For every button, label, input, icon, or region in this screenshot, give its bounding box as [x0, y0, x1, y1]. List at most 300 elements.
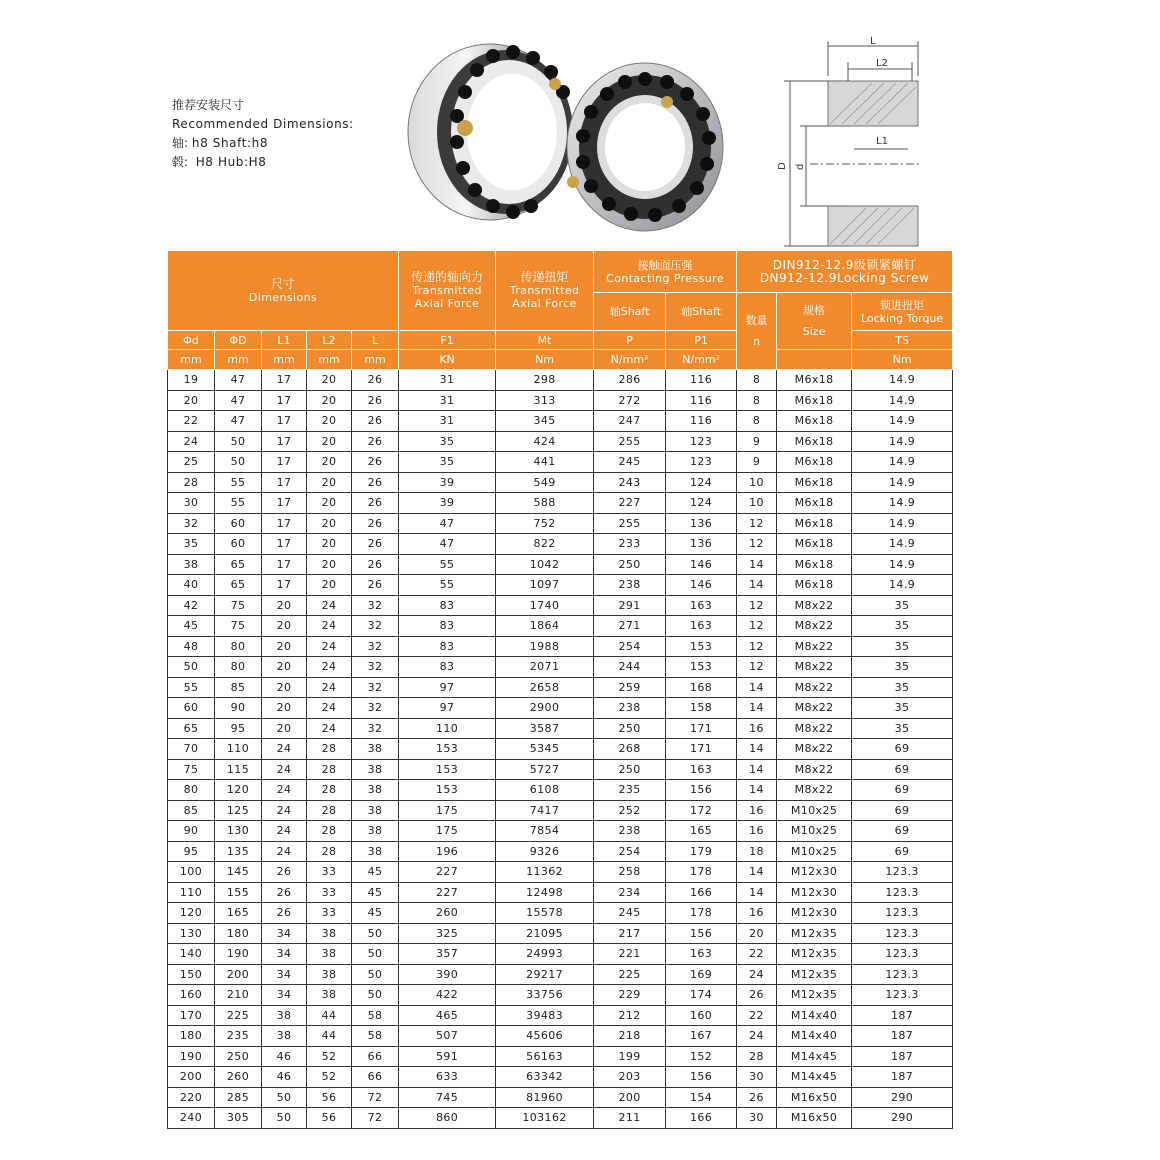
table-cell: 250 — [215, 1046, 262, 1067]
table-cell: 24 — [262, 821, 307, 842]
table-cell: 285 — [215, 1087, 262, 1108]
table-cell: 24 — [307, 657, 352, 678]
table-row — [168, 718, 953, 739]
table-cell: 160 — [168, 985, 215, 1006]
table-row — [168, 493, 953, 514]
header-symbol-2: L1 — [262, 331, 307, 350]
table-cell: 34 — [262, 964, 307, 985]
table-cell: 153 — [666, 657, 737, 678]
header-unit-size — [777, 350, 852, 370]
table-row — [168, 534, 953, 555]
table-cell: M14x40 — [777, 1005, 852, 1026]
table-cell: 24993 — [496, 944, 594, 965]
table-cell: 56 — [307, 1087, 352, 1108]
table-cell: 24 — [737, 1026, 777, 1047]
table-row — [168, 390, 953, 411]
table-cell: 83 — [399, 616, 496, 637]
table-cell: 28 — [168, 472, 215, 493]
table-cell: 178 — [666, 903, 737, 924]
table-cell: 259 — [594, 677, 666, 698]
table-cell: 32 — [168, 513, 215, 534]
table-cell: 26 — [352, 370, 399, 391]
table-cell: 16 — [737, 903, 777, 924]
table-cell: 44 — [307, 1026, 352, 1047]
table-cell: 14.9 — [852, 493, 953, 514]
table-cell: 97 — [399, 677, 496, 698]
table-row — [168, 944, 953, 965]
table-cell: 47 — [215, 411, 262, 432]
table-cell: 28 — [307, 821, 352, 842]
table-cell: M8x22 — [777, 718, 852, 739]
table-cell: 47 — [215, 390, 262, 411]
table-row — [168, 1026, 953, 1047]
table-cell: 166 — [666, 882, 737, 903]
table-cell: 38 — [352, 800, 399, 821]
header-axial-en1: Transmitted — [412, 284, 482, 297]
table-cell: 17 — [262, 575, 307, 596]
table-cell: M14x45 — [777, 1067, 852, 1088]
table-cell: 26 — [737, 985, 777, 1006]
table-cell: 3587 — [496, 718, 594, 739]
table-cell: 146 — [666, 554, 737, 575]
table-cell: 168 — [666, 677, 737, 698]
table-cell: 116 — [666, 370, 737, 391]
table-cell: 12 — [737, 534, 777, 555]
table-cell: 34 — [262, 944, 307, 965]
table-cell: 110 — [399, 718, 496, 739]
table-cell: 90 — [215, 698, 262, 719]
table-cell: 24 — [262, 800, 307, 821]
table-cell: 20 — [262, 636, 307, 657]
table-cell: M12x35 — [777, 964, 852, 985]
table-cell: 123.3 — [852, 882, 953, 903]
table-cell: 441 — [496, 452, 594, 473]
table-cell: 166 — [666, 1108, 737, 1129]
table-cell: 2900 — [496, 698, 594, 719]
table-cell: 860 — [399, 1108, 496, 1129]
table-cell: M8x22 — [777, 698, 852, 719]
table-cell: 32 — [352, 718, 399, 739]
header-screw-line1: DIN912-12.9级锁紧螺钉 — [772, 257, 917, 272]
table-cell: 33 — [307, 862, 352, 883]
table-cell: 35 — [852, 595, 953, 616]
table-cell: 180 — [168, 1026, 215, 1047]
header-symbol-4: L — [352, 331, 399, 350]
table-cell: M6x18 — [777, 390, 852, 411]
table-cell: 30 — [737, 1067, 777, 1088]
table-cell: 50 — [352, 985, 399, 1006]
table-cell: 14.9 — [852, 472, 953, 493]
table-cell: 38 — [307, 923, 352, 944]
table-cell: 145 — [215, 862, 262, 883]
table-cell: 125 — [215, 800, 262, 821]
table-cell: 154 — [666, 1087, 737, 1108]
table-cell: 63342 — [496, 1067, 594, 1088]
table-cell: 69 — [852, 800, 953, 821]
header-size-en: Size — [802, 325, 826, 338]
table-cell: 52 — [307, 1046, 352, 1067]
table-cell: 81960 — [496, 1087, 594, 1108]
table-cell: 28 — [307, 841, 352, 862]
table-cell: 250 — [594, 554, 666, 575]
table-cell: 42 — [168, 595, 215, 616]
table-cell: 187 — [852, 1005, 953, 1026]
table-cell: 465 — [399, 1005, 496, 1026]
table-cell: 103162 — [496, 1108, 594, 1129]
table-cell: 199 — [594, 1046, 666, 1067]
table-cell: M6x18 — [777, 493, 852, 514]
table-cell: 174 — [666, 985, 737, 1006]
table-cell: 153 — [399, 739, 496, 760]
table-cell: 7854 — [496, 821, 594, 842]
table-row — [168, 759, 953, 780]
table-cell: 212 — [594, 1005, 666, 1026]
table-cell: 52 — [307, 1067, 352, 1088]
header-symbol-6: Mt — [496, 331, 594, 350]
table-cell: 32 — [352, 677, 399, 698]
table-cell: 75 — [215, 595, 262, 616]
table-cell: 38 — [352, 759, 399, 780]
table-cell: 163 — [666, 595, 737, 616]
table-cell: 58 — [352, 1026, 399, 1047]
table-cell: 822 — [496, 534, 594, 555]
table-row — [168, 923, 953, 944]
table-cell: 8 — [737, 411, 777, 432]
table-cell: 45606 — [496, 1026, 594, 1047]
table-cell: M6x18 — [777, 411, 852, 432]
table-row — [168, 821, 953, 842]
table-cell: 46 — [262, 1067, 307, 1088]
table-row — [168, 513, 953, 534]
table-row — [168, 841, 953, 862]
table-cell: 238 — [594, 575, 666, 596]
table-cell: 272 — [594, 390, 666, 411]
table-cell: 14.9 — [852, 554, 953, 575]
table-cell: 1864 — [496, 616, 594, 637]
table-cell: 55 — [168, 677, 215, 698]
table-cell: 47 — [215, 370, 262, 391]
table-cell: M8x22 — [777, 759, 852, 780]
table-cell: 160 — [666, 1005, 737, 1026]
table-cell: 153 — [399, 780, 496, 801]
table-cell: 390 — [399, 964, 496, 985]
table-cell: 31 — [399, 411, 496, 432]
table-cell: 136 — [666, 513, 737, 534]
table-cell: 260 — [399, 903, 496, 924]
table-cell: 20 — [307, 575, 352, 596]
table-cell: 20 — [307, 472, 352, 493]
table-cell: 20 — [262, 657, 307, 678]
table-cell: M12x30 — [777, 862, 852, 883]
table-cell: 260 — [215, 1067, 262, 1088]
table-cell: 33756 — [496, 985, 594, 1006]
table-cell: 290 — [852, 1087, 953, 1108]
table-cell: 11362 — [496, 862, 594, 883]
notes-cn-title: 推荐安装尺寸 — [172, 98, 245, 112]
table-row — [168, 1067, 953, 1088]
header-symbol-5: F1 — [399, 331, 496, 350]
table-cell: 14.9 — [852, 513, 953, 534]
table-row — [168, 903, 953, 924]
table-cell: 123.3 — [852, 923, 953, 944]
table-cell: 14 — [737, 575, 777, 596]
spec-table-header — [168, 251, 953, 370]
table-cell: 20 — [307, 493, 352, 514]
table-cell: 95 — [168, 841, 215, 862]
header-locking-torque — [852, 293, 953, 331]
table-cell: 17 — [262, 513, 307, 534]
table-cell: 69 — [852, 780, 953, 801]
table-cell: 7417 — [496, 800, 594, 821]
header-axial-cn: 传递的轴向力 — [411, 270, 484, 284]
table-cell: 28 — [307, 739, 352, 760]
table-cell: 35 — [399, 452, 496, 473]
table-cell: 170 — [168, 1005, 215, 1026]
header-lt-en: Locking Torque — [860, 311, 944, 325]
table-cell: 12498 — [496, 882, 594, 903]
table-cell: 45 — [352, 882, 399, 903]
table-cell: 357 — [399, 944, 496, 965]
spec-table-container — [167, 250, 952, 1142]
header-shaft-p1: 轴Shaft — [666, 293, 737, 331]
table-cell: 1740 — [496, 595, 594, 616]
table-cell: 229 — [594, 985, 666, 1006]
table-cell: M8x22 — [777, 780, 852, 801]
table-cell: 6108 — [496, 780, 594, 801]
table-cell: 20 — [307, 431, 352, 452]
table-cell: M14x45 — [777, 1046, 852, 1067]
table-cell: 507 — [399, 1026, 496, 1047]
table-cell: 14 — [737, 882, 777, 903]
table-cell: 26 — [352, 534, 399, 555]
table-cell: M6x18 — [777, 513, 852, 534]
table-cell: 18 — [737, 841, 777, 862]
table-cell: 20 — [307, 370, 352, 391]
table-cell: 165 — [215, 903, 262, 924]
table-cell: M12x30 — [777, 903, 852, 924]
table-cell: 45 — [352, 862, 399, 883]
table-cell: 50 — [215, 431, 262, 452]
table-cell: 26 — [737, 1087, 777, 1108]
table-cell: 245 — [594, 452, 666, 473]
table-row — [168, 411, 953, 432]
table-cell: 45 — [352, 903, 399, 924]
shaft-tolerance: h8 Shaft:h8 — [191, 136, 269, 150]
table-cell: 252 — [594, 800, 666, 821]
table-cell: 26 — [262, 903, 307, 924]
table-cell: M8x22 — [777, 739, 852, 760]
table-cell: 169 — [666, 964, 737, 985]
table-cell: 26 — [352, 452, 399, 473]
table-row — [168, 636, 953, 657]
table-row — [168, 739, 953, 760]
header-symbol-8: P1 — [666, 331, 737, 350]
table-cell: 28 — [307, 780, 352, 801]
table-cell: 120 — [215, 780, 262, 801]
table-cell: M16x50 — [777, 1087, 852, 1108]
table-cell: 60 — [215, 534, 262, 555]
table-cell: 24 — [262, 841, 307, 862]
table-cell: M8x22 — [777, 677, 852, 698]
header-symbol-3: L2 — [307, 331, 352, 350]
table-cell: 16 — [737, 718, 777, 739]
table-cell: 26 — [352, 575, 399, 596]
header-locking-screw — [737, 251, 953, 293]
table-cell: 124 — [666, 493, 737, 514]
table-cell: 220 — [168, 1087, 215, 1108]
table-cell: 10 — [737, 493, 777, 514]
table-cell: 14.9 — [852, 575, 953, 596]
header-unit-4: mm — [352, 350, 399, 370]
table-cell: 39 — [399, 472, 496, 493]
table-cell: 55 — [215, 472, 262, 493]
table-cell: 116 — [666, 411, 737, 432]
table-cell: 26 — [352, 554, 399, 575]
table-cell: 17 — [262, 452, 307, 473]
table-cell: 187 — [852, 1026, 953, 1047]
table-cell: 14.9 — [852, 452, 953, 473]
table-cell: 12 — [737, 595, 777, 616]
table-cell: 225 — [215, 1005, 262, 1026]
table-cell: 243 — [594, 472, 666, 493]
table-cell: 31 — [399, 370, 496, 391]
table-cell: 14 — [737, 698, 777, 719]
table-cell: 115 — [215, 759, 262, 780]
shaft-cn-label: 轴: — [172, 136, 189, 150]
table-cell: 38 — [262, 1005, 307, 1026]
table-cell: 26 — [352, 472, 399, 493]
table-cell: M10x25 — [777, 800, 852, 821]
table-cell: 38 — [168, 554, 215, 575]
header-unit-9: Nm — [852, 350, 953, 370]
table-cell: 152 — [666, 1046, 737, 1067]
table-cell: M6x18 — [777, 452, 852, 473]
table-cell: M10x25 — [777, 841, 852, 862]
table-cell: 85 — [215, 677, 262, 698]
table-cell: 167 — [666, 1026, 737, 1047]
table-cell: 146 — [666, 575, 737, 596]
table-cell: 38 — [352, 739, 399, 760]
table-cell: 24 — [307, 698, 352, 719]
recommended-dimensions-notes — [172, 96, 354, 172]
table-cell: 163 — [666, 944, 737, 965]
table-cell: 2658 — [496, 677, 594, 698]
table-cell: 140 — [168, 944, 215, 965]
table-cell: 123.3 — [852, 985, 953, 1006]
header-unit-3: mm — [307, 350, 352, 370]
header-torque-cn: 传递扭矩 — [520, 270, 569, 284]
table-cell: 165 — [666, 821, 737, 842]
table-cell: 203 — [594, 1067, 666, 1088]
table-cell: 32 — [352, 698, 399, 719]
table-cell: 235 — [215, 1026, 262, 1047]
table-cell: 12 — [737, 513, 777, 534]
header-unit-5: KN — [399, 350, 496, 370]
table-cell: 24 — [737, 964, 777, 985]
table-cell: 20 — [262, 595, 307, 616]
table-cell: M10x25 — [777, 821, 852, 842]
table-cell: 136 — [666, 534, 737, 555]
table-cell: 123.3 — [852, 862, 953, 883]
table-cell: 588 — [496, 493, 594, 514]
table-cell: M8x22 — [777, 595, 852, 616]
table-cell: 17 — [262, 431, 307, 452]
table-row — [168, 985, 953, 1006]
table-cell: 28 — [307, 800, 352, 821]
table-cell: 55 — [399, 554, 496, 575]
table-cell: 172 — [666, 800, 737, 821]
table-cell: 16 — [737, 821, 777, 842]
table-cell: M6x18 — [777, 472, 852, 493]
table-cell: 10 — [737, 472, 777, 493]
table-cell: 221 — [594, 944, 666, 965]
table-row — [168, 1005, 953, 1026]
table-cell: M14x40 — [777, 1026, 852, 1047]
header-unit-6: Nm — [496, 350, 594, 370]
table-cell: 35 — [168, 534, 215, 555]
table-cell: 30 — [168, 493, 215, 514]
table-cell: 65 — [215, 554, 262, 575]
table-cell: 14.9 — [852, 411, 953, 432]
table-cell: 14 — [737, 862, 777, 883]
table-cell: 155 — [215, 882, 262, 903]
table-cell: 123 — [666, 452, 737, 473]
table-cell: 50 — [262, 1108, 307, 1129]
table-cell: 156 — [666, 780, 737, 801]
notes-shaft-line — [172, 134, 354, 153]
table-cell: 38 — [307, 964, 352, 985]
dim-L2-label: L2 — [876, 58, 888, 69]
table-cell: 153 — [666, 636, 737, 657]
table-cell: 180 — [215, 923, 262, 944]
table-cell: 14 — [737, 739, 777, 760]
table-cell: 55 — [399, 575, 496, 596]
table-cell: 227 — [399, 862, 496, 883]
header-qty-cn: 数量 — [745, 314, 768, 327]
table-cell: 244 — [594, 657, 666, 678]
header-pressure — [594, 251, 737, 293]
table-cell: 234 — [594, 882, 666, 903]
table-cell: 200 — [215, 964, 262, 985]
table-cell: 1097 — [496, 575, 594, 596]
table-cell: M6x18 — [777, 575, 852, 596]
table-cell: 14 — [737, 554, 777, 575]
table-cell: 33 — [307, 882, 352, 903]
table-cell: 156 — [666, 923, 737, 944]
table-cell: 17 — [262, 411, 307, 432]
table-row — [168, 595, 953, 616]
table-row — [168, 431, 953, 452]
cross-section-drawing — [770, 36, 930, 251]
table-cell: 235 — [594, 780, 666, 801]
table-row — [168, 472, 953, 493]
header-symbol-9: TS — [852, 331, 953, 350]
table-cell: 22 — [168, 411, 215, 432]
table-row — [168, 370, 953, 391]
table-cell: 38 — [262, 1026, 307, 1047]
table-cell: 1042 — [496, 554, 594, 575]
table-cell: 255 — [594, 431, 666, 452]
table-cell: 38 — [352, 841, 399, 862]
header-torque-en1: Transmitted — [509, 284, 580, 297]
table-cell: 19 — [168, 370, 215, 391]
table-cell: 17 — [262, 554, 307, 575]
table-cell: 26 — [262, 862, 307, 883]
table-cell: 70 — [168, 739, 215, 760]
table-cell: M6x18 — [777, 431, 852, 452]
header-dimensions — [168, 251, 399, 331]
table-cell: 179 — [666, 841, 737, 862]
